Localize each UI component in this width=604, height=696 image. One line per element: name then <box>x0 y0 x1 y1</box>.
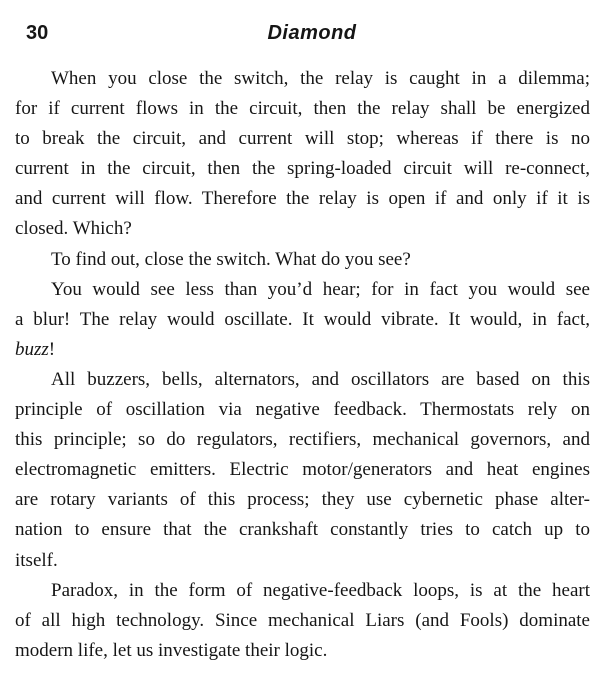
text-line: nation to ensure that the crankshaft constantly tries to catch up to <box>15 519 590 541</box>
body-text <box>15 64 590 666</box>
text-line: principle of oscillation via negative feedback. Thermostats rely on <box>15 399 590 421</box>
text-line: of all high technology. Since mechanical Liars (and Fools) dominate <box>15 609 590 631</box>
text-line: for if current flows in the circuit, then the relay shall be energized <box>15 98 590 120</box>
text-line: You would see less than you’d hear; for in fact you would see <box>51 278 590 300</box>
text-line: Paradox, in the form of negative-feedback loops, is at the heart <box>51 579 590 601</box>
paragraph <box>15 64 590 245</box>
running-head-title: Diamond <box>267 22 357 44</box>
plain-text: ! <box>48 338 56 360</box>
text-line: to break the circuit, and current will stop; whereas if there is no <box>15 128 590 150</box>
text-line: are rotary variants of this process; they use cybernetic phase alter- <box>15 489 590 511</box>
text-line <box>15 335 590 365</box>
text-line: and current will flow. Therefore the relay is open if and only if it is <box>15 188 590 210</box>
page-number: 30 <box>26 22 49 44</box>
running-head <box>0 22 604 44</box>
text-line: closed. Which? <box>15 218 132 240</box>
paragraph <box>15 576 590 666</box>
text-line: electromagnetic emitters. Electric motor/generators and heat engines <box>15 459 590 481</box>
text-line: To find out, close the switch. What do you see? <box>51 248 411 270</box>
text-line: All buzzers, bells, alternators, and oscillators are based on this <box>51 368 590 390</box>
paragraph <box>15 245 590 275</box>
italic-text: buzz <box>15 338 49 360</box>
text-line: When you close the switch, the relay is caught in a dilemma; <box>51 68 590 89</box>
paragraph <box>15 365 590 576</box>
paragraph <box>15 275 590 365</box>
text-line: this principle; so do regulators, rectifiers, mechanical governors, and <box>15 429 590 451</box>
text-line: itself. <box>15 549 58 571</box>
text-line: a blur! The relay would oscillate. It would vibrate. It would, in fact, <box>15 308 590 330</box>
text-line: current in the circuit, then the spring-loaded circuit will re-connect, <box>15 158 590 180</box>
text-line: modern life, let us investigate their logic. <box>15 639 328 661</box>
